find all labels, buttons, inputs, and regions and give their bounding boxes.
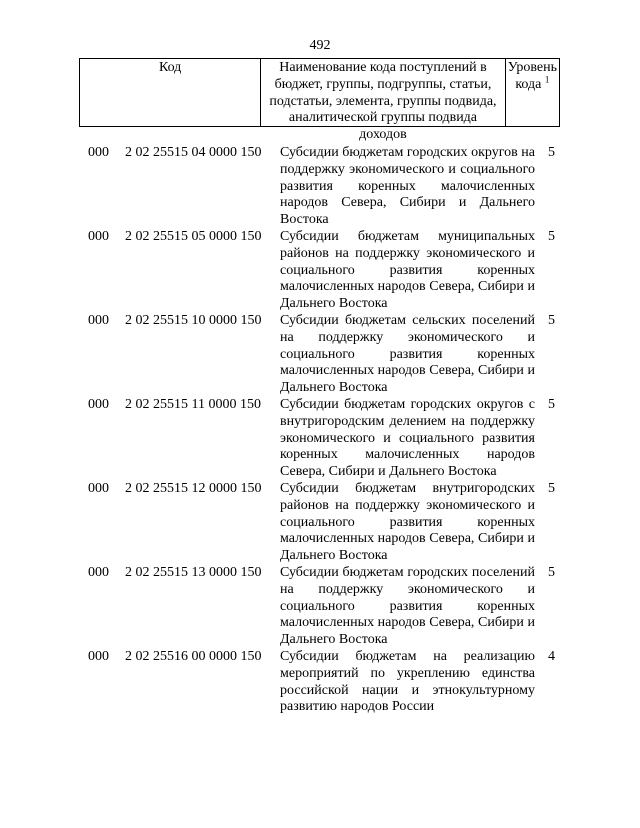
row-admin-code: 000 xyxy=(88,228,109,244)
row-name: Субсидии бюджетам на реализацию мероприятий по укреплению единства российской нации и этнокультурному развитию народов России xyxy=(280,648,535,715)
page-number: 492 xyxy=(309,38,331,53)
row-revenue-code: 2 02 25516 00 0000 150 xyxy=(125,648,262,664)
row-admin-code: 000 xyxy=(88,145,109,160)
row-name: Субсидии бюджетам городских поселений на поддержку экономического и социального развития коренных малочисленных народов Севера, Сибири и Дальнего Востока xyxy=(280,564,535,648)
table-row xyxy=(79,649,560,716)
header-level-label: Уровень кода xyxy=(507,60,557,92)
row-level: 5 xyxy=(548,145,555,160)
row-name: Субсидии бюджетам внутригородских районов на поддержку экономического и социального развития коренных малочисленных народов Севера, Сибири и Дальнего Востока xyxy=(280,480,535,564)
table-body xyxy=(79,145,560,716)
header-level-footnote: 1 xyxy=(544,74,550,85)
row-name: Субсидии бюджетам муниципальных районов на поддержку экономического и социального развития коренных малочисленных народов Севера, Сибири и Дальнего Востока xyxy=(280,228,535,312)
row-admin-code: 000 xyxy=(88,312,109,328)
row-name: Субсидии бюджетам городских округов с внутригородским делением на поддержку экономического и социального развития коренных малочисленных народов Севера, Сибири и Дальнего Востока xyxy=(280,396,535,480)
row-level: 5 xyxy=(548,228,555,244)
row-level: 4 xyxy=(548,648,555,664)
row-revenue-code: 2 02 25515 11 0000 150 xyxy=(125,396,261,412)
table-row xyxy=(79,565,560,649)
row-admin-code: 000 xyxy=(88,396,109,412)
row-level: 5 xyxy=(548,396,555,412)
row-revenue-code: 2 02 25515 04 0000 150 xyxy=(125,145,262,160)
table-row xyxy=(79,145,560,229)
row-admin-code: 000 xyxy=(88,648,109,664)
row-level: 5 xyxy=(548,480,555,496)
row-revenue-code: 2 02 25515 12 0000 150 xyxy=(125,480,262,496)
table-row xyxy=(79,229,560,313)
row-level: 5 xyxy=(548,564,555,580)
row-revenue-code: 2 02 25515 10 0000 150 xyxy=(125,312,262,328)
row-revenue-code: 2 02 25515 05 0000 150 xyxy=(125,228,262,244)
row-revenue-code: 2 02 25515 13 0000 150 xyxy=(125,564,262,580)
header-code: Код xyxy=(80,59,261,126)
row-admin-code: 000 xyxy=(88,564,109,580)
header-name: Наименование кода поступлений в бюджет, группы, подгруппы, статьи, подстатьи, элемента, группы подвида, аналитической группы подвида доходов xyxy=(261,59,505,126)
table-row xyxy=(79,397,560,481)
row-name: Субсидии бюджетам городских округов на поддержку экономического и социального развития коренных малочисленных народов Севера, Сибири и Дальнего Востока xyxy=(280,145,535,228)
header-level xyxy=(506,59,559,126)
table-row xyxy=(79,313,560,397)
row-level: 5 xyxy=(548,312,555,328)
table-header xyxy=(79,58,560,143)
table-row xyxy=(79,481,560,565)
row-name: Субсидии бюджетам сельских поселений на поддержку экономического и социального развития коренных малочисленных народов Севера, Сибири и Дальнего Востока xyxy=(280,312,535,396)
row-admin-code: 000 xyxy=(88,480,109,496)
